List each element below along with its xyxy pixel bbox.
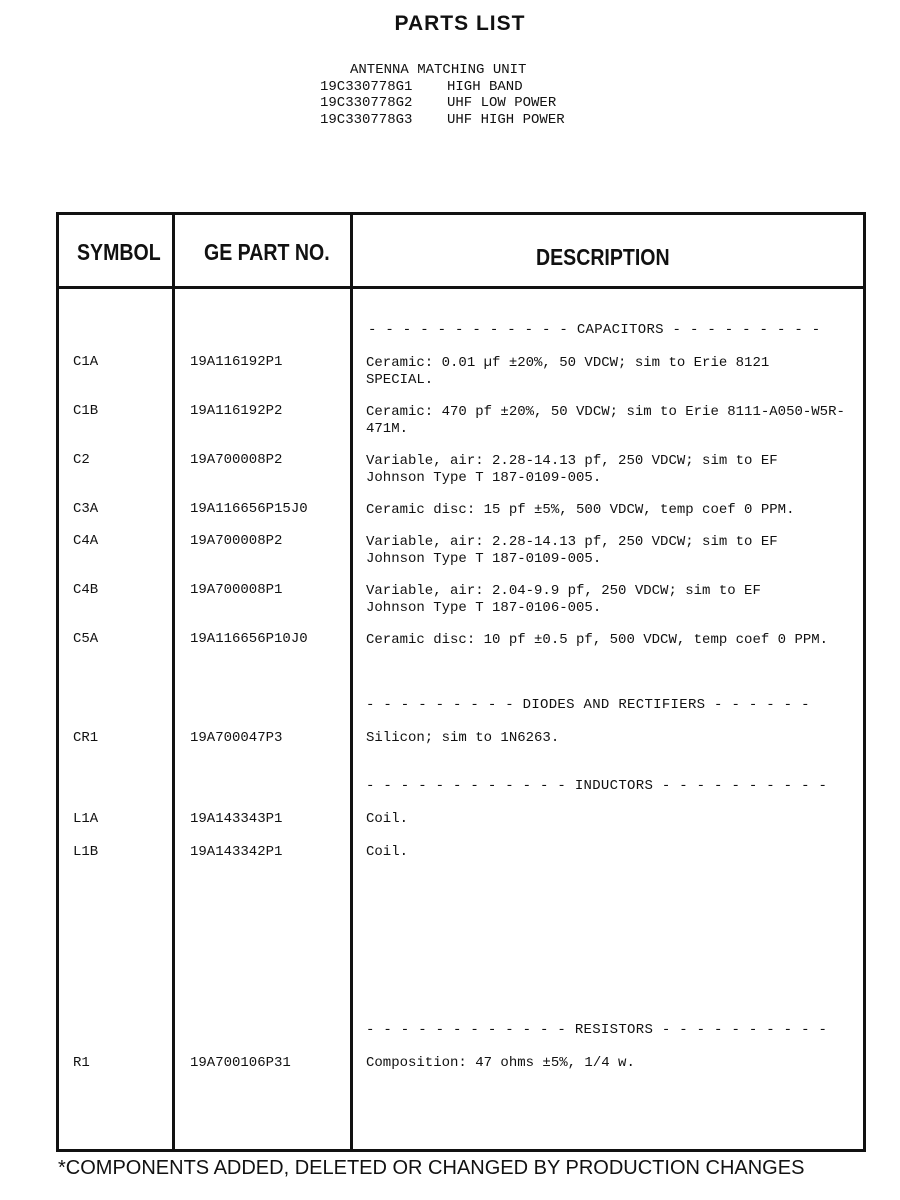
row-symbol: C3A [73,501,99,517]
unit-name: ANTENNA MATCHING UNIT [350,62,527,78]
model-line [320,95,565,112]
row-part-number: 19A700047P3 [190,730,283,746]
production-changes-note: *COMPONENTS ADDED, DELETED OR CHANGED BY PRODUCTION CHANGES [58,1157,805,1179]
row-symbol: C4A [73,533,99,549]
row-part-number: 19A116192P1 [190,354,283,370]
row-description: Variable, air: 2.28-14.13 pf, 250 VDCW; sim to EF Johnson Type T 187-0109-005. [366,453,778,486]
column-header-description: DESCRIPTION [536,244,670,270]
row-part-number: 19A700106P31 [190,1055,291,1071]
parts-table-frame [56,212,866,1152]
row-symbol: C2 [73,452,90,468]
row-part-number: 19A700008P1 [190,582,283,598]
column-divider [350,212,353,1152]
column-header-symbol: SYMBOL [77,239,161,265]
row-description: Ceramic disc: 10 pf ±0.5 pf, 500 VDCW, temp coef 0 PPM. [366,632,829,648]
row-part-number: 19A116192P2 [190,403,283,419]
page-title: PARTS LIST [394,12,526,35]
row-part-number: 19A700008P2 [190,452,283,468]
row-symbol: C1A [73,354,99,370]
row-symbol: C4B [73,582,99,598]
model-line [320,112,565,129]
row-description: Ceramic: 470 pf ±20%, 50 VDCW; sim to Erie 8111-A050-W5R-471M. [366,404,845,437]
row-symbol: C1B [73,403,99,419]
column-divider [172,212,175,1152]
model-name: HIGH BAND [447,78,523,95]
row-part-number: 19A116656P10J0 [190,631,308,647]
model-number: 19C330778G2 [320,95,413,111]
section-heading-diodes: - - - - - - - - - DIODES AND RECTIFIERS - - - - - - [366,697,810,713]
row-symbol: L1B [73,844,99,860]
row-part-number: 19A116656P15J0 [190,501,308,517]
row-description: Coil. [366,811,409,827]
row-part-number: 19A143343P1 [190,811,283,827]
row-description: Silicon; sim to 1N6263. [366,730,560,746]
model-number: 19C330778G1 [320,78,413,95]
model-number: 19C330778G3 [320,111,413,128]
row-description: Coil. [366,844,409,860]
model-line [320,79,565,96]
row-part-number: 19A700008P2 [190,533,283,549]
row-description: Ceramic: 0.01 µf ±20%, 50 VDCW; sim to Erie 8121 SPECIAL. [366,355,770,388]
row-part-number: 19A143342P1 [190,844,283,860]
row-symbol: C5A [73,631,99,647]
row-symbol: R1 [73,1055,90,1071]
model-name: UHF LOW POWER [447,95,557,111]
row-symbol: L1A [73,811,99,827]
row-description: Ceramic disc: 15 pf ±5%, 500 VDCW, temp coef 0 PPM. [366,502,795,518]
row-symbol: CR1 [73,730,99,746]
row-description: Composition: 47 ohms ±5%, 1/4 w. [366,1055,635,1071]
section-heading-resistors: - - - - - - - - - - - - RESISTORS - - - - - - - - - - [366,1022,828,1038]
section-heading-inductors: - - - - - - - - - - - - INDUCTORS - - - - - - - - - - [366,778,828,794]
section-heading-capacitors: - - - - - - - - - - - - CAPACITORS - - - - - - - - - [368,322,821,338]
column-header-part-no: GE PART NO. [204,239,330,265]
unit-subtitle [320,62,565,128]
row-description: Variable, air: 2.04-9.9 pf, 250 VDCW; sim to EF Johnson Type T 187-0106-005. [366,583,761,616]
header-divider [56,286,863,289]
model-name: UHF HIGH POWER [447,111,565,128]
row-description: Variable, air: 2.28-14.13 pf, 250 VDCW; sim to EF Johnson Type T 187-0109-005. [366,534,778,567]
